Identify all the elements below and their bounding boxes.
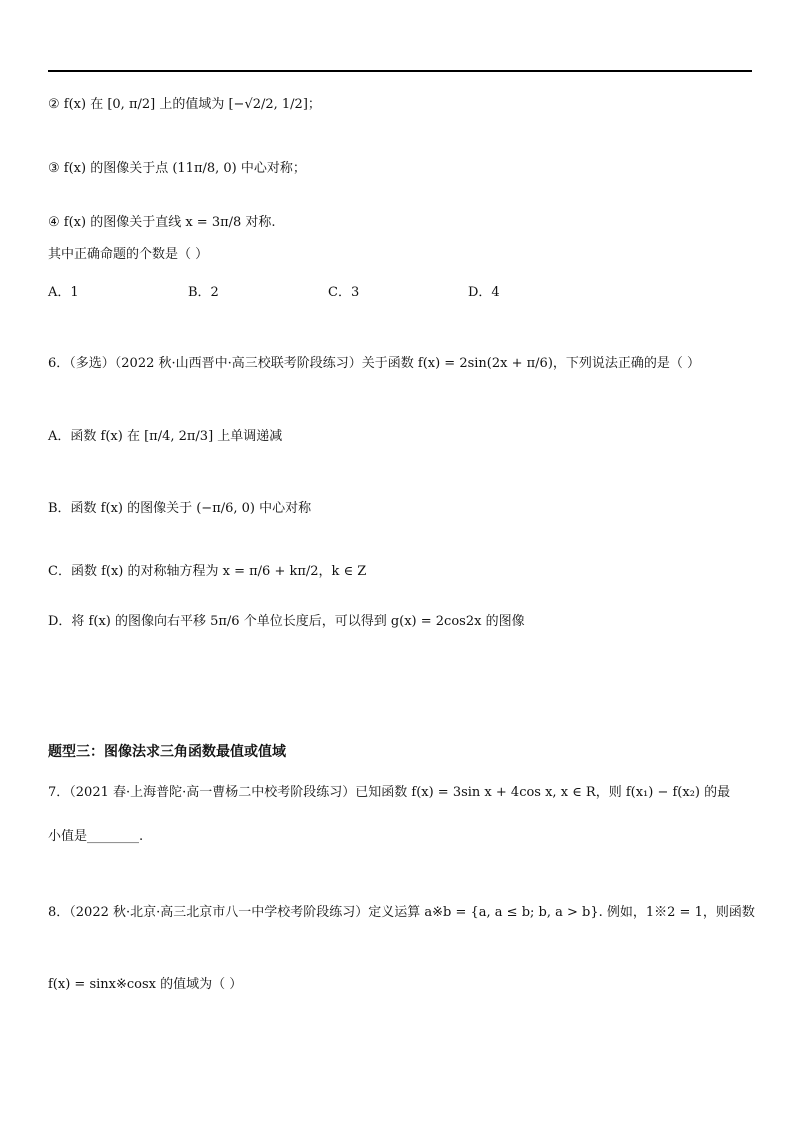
- statement-3: ③ f(x) 的图像关于点 (11π/8, 0) 中心对称；: [48, 161, 306, 176]
- section-title: 题型三：图像法求三角函数最值或值域: [48, 744, 286, 760]
- statement-4: ④ f(x) 的图像关于直线 x = 3π/8 对称.: [48, 215, 276, 230]
- statement-2: ② f(x) 在 [0, π/2] 上的值域为 [−√2/2, 1/2]；: [48, 97, 321, 112]
- q5-option-c: C．3: [328, 285, 360, 300]
- question-5-prompt: 其中正确命题的个数是（ ）: [48, 247, 209, 262]
- question-7-line2: 小值是________.: [48, 829, 144, 844]
- q5-option-b: B．2: [188, 285, 219, 300]
- q6-option-c: C．函数 f(x) 的对称轴方程为 x = π/6 + kπ/2，k ∈ Z: [48, 564, 367, 579]
- q5-option-d: D．4: [468, 285, 500, 300]
- question-7-line1: 7．（2021 春·上海普陀·高一曹杨二中校考阶段练习）已知函数 f(x) = 3sin x + 4cos x, x ∈ R，则 f(x₁) − f(x₂) 的最: [48, 785, 731, 800]
- question-8-line1: 8．（2022 秋·北京·高三北京市八一中学校考阶段练习）定义运算 a※b = {a, a ≤ b; b, a > b}. 例如，1※2 = 1，则函数: [48, 905, 755, 920]
- q6-option-a: A．函数 f(x) 在 [π/4, 2π/3] 上单调递减: [48, 429, 283, 444]
- q6-option-d: D．将 f(x) 的图像向右平移 5π/6 个单位长度后，可以得到 g(x) = 2cos2x 的图像: [48, 614, 525, 629]
- question-6-stem: 6．（多选）（2022 秋·山西晋中·高三校联考阶段练习）关于函数 f(x) = 2sin(2x + π/6)，下列说法正确的是（ ）: [48, 356, 701, 371]
- question-8-line2: f(x) = sinx※cosx 的值域为（ ）: [48, 977, 243, 992]
- header-rule: [48, 70, 752, 72]
- q6-option-b: B．函数 f(x) 的图像关于 (−π/6, 0) 中心对称: [48, 501, 312, 516]
- q5-option-a: A．1: [48, 285, 79, 300]
